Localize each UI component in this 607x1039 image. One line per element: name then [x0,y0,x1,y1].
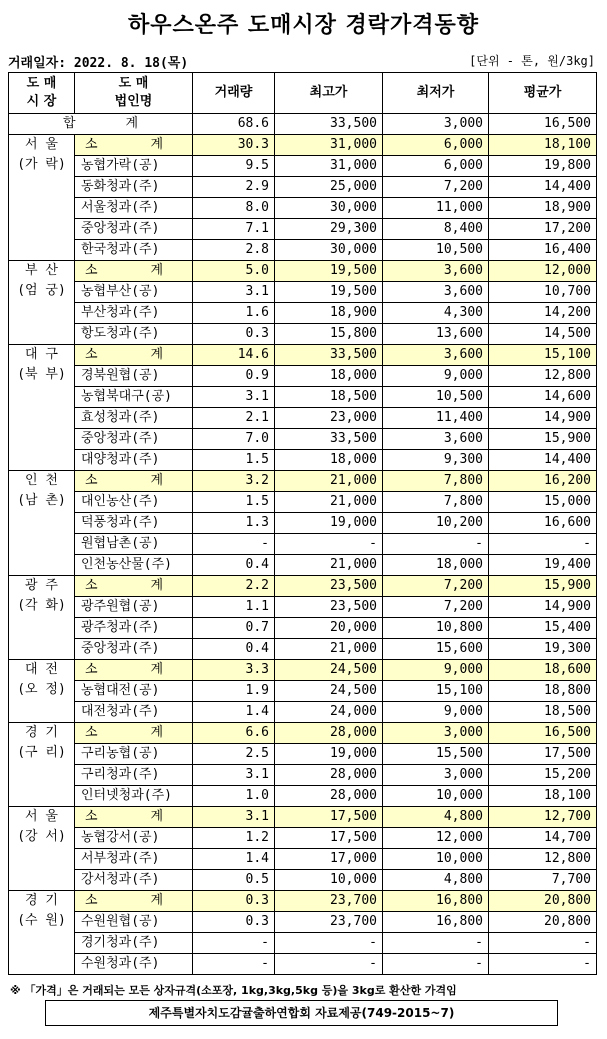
trade-date: 거래일자: 2022. 8. 18(목) [8,56,189,71]
subtotal-label-end: 계 [150,662,163,677]
cell-volume: 2.8 [193,240,275,261]
cell-volume: 3.1 [193,282,275,303]
cell-avg: 15,000 [489,492,597,513]
table-row [9,702,597,723]
corp-name: 원협남촌(공) [75,534,193,555]
cell-avg: 18,500 [489,702,597,723]
corp-name: 대양청과(주) [75,450,193,471]
corp-name [75,471,193,492]
cell-min: - [383,534,489,555]
subtotal-label-end: 계 [150,137,163,152]
cell-avg: 15,100 [489,345,597,366]
cell-max: - [275,933,383,954]
corp-name: 구리청과(주) [75,765,193,786]
table-row [9,597,597,618]
cell-min: 15,100 [383,681,489,702]
table-row [9,639,597,660]
corp-name [75,660,193,681]
footnote: ※ 「가격」은 거래되는 모든 상자규격(소포장, 1kg,3kg,5kg 등)을 3kg로 환산한 가격임 [10,984,457,997]
corp-name: 서울청과(주) [75,198,193,219]
cell-avg: 20,800 [489,912,597,933]
header-market: 도 매 시 장 [9,73,75,114]
cell-avg: 16,500 [489,723,597,744]
corp-name: 수원청과(주) [75,954,193,975]
cell-avg: - [489,534,597,555]
cell-max: 30,000 [275,240,383,261]
subtotal-row [9,345,597,366]
corp-name: 광주원협(공) [75,597,193,618]
total-label-text-end: 계 [125,116,138,131]
market-region: 서 울 (강 서) [9,807,75,891]
cell-volume: 3.3 [193,660,275,681]
cell-avg: 14,900 [489,597,597,618]
total-max: 33,500 [275,114,383,135]
table-row [9,828,597,849]
cell-volume: 1.5 [193,450,275,471]
cell-max: 31,000 [275,156,383,177]
table-row [9,387,597,408]
cell-min: 3,600 [383,261,489,282]
cell-avg: 16,600 [489,513,597,534]
cell-min: 3,600 [383,282,489,303]
cell-max: 18,500 [275,387,383,408]
cell-max: 15,800 [275,324,383,345]
cell-volume: 0.3 [193,912,275,933]
subtotal-row [9,660,597,681]
subtotal-label: 소 [85,809,98,824]
cell-volume: 5.0 [193,261,275,282]
table-row [9,681,597,702]
corp-name [75,261,193,282]
market-region: 대 구 (북 부) [9,345,75,471]
subtotal-label: 소 [85,725,98,740]
cell-avg: 12,800 [489,366,597,387]
cell-max: 30,000 [275,198,383,219]
source-credit: 제주특별자치도감귤출하연합회 자료제공(749-2015~7) [45,1000,558,1026]
total-label-text: 합 [63,116,76,131]
cell-min: 3,000 [383,765,489,786]
cell-min: 16,800 [383,912,489,933]
corp-name: 농협가락(공) [75,156,193,177]
cell-avg: 18,800 [489,681,597,702]
cell-min: 10,500 [383,240,489,261]
cell-volume: 7.1 [193,219,275,240]
page-title: 하우스온주 도매시장 경락가격동향 [127,13,480,38]
corp-name: 강서청과(주) [75,870,193,891]
subtotal-label: 소 [85,137,98,152]
cell-volume: 0.4 [193,555,275,576]
cell-avg: 14,900 [489,408,597,429]
cell-max: - [275,954,383,975]
subtotal-label-end: 계 [150,347,163,362]
cell-avg: 15,200 [489,765,597,786]
subtotal-label-end: 계 [150,725,163,740]
table-row [9,534,597,555]
table-row [9,366,597,387]
cell-max: 19,500 [275,282,383,303]
table-row [9,450,597,471]
cell-avg: 17,500 [489,744,597,765]
cell-volume: 14.6 [193,345,275,366]
cell-volume: 2.1 [193,408,275,429]
cell-min: 7,200 [383,177,489,198]
cell-volume: 1.1 [193,597,275,618]
cell-avg: 14,600 [489,387,597,408]
table-row [9,513,597,534]
unit-label: [단위 - 톤, 원/3kg] [469,54,595,68]
cell-min: 10,500 [383,387,489,408]
cell-max: 21,000 [275,639,383,660]
total-label [9,114,193,135]
cell-max: 33,500 [275,345,383,366]
cell-volume: 3.2 [193,471,275,492]
cell-max: 23,700 [275,891,383,912]
table-row [9,933,597,954]
table-row [9,849,597,870]
cell-max: 19,000 [275,744,383,765]
market-region: 경 기 (구 리) [9,723,75,807]
cell-avg: 15,900 [489,576,597,597]
cell-max: 28,000 [275,723,383,744]
corp-name [75,723,193,744]
cell-volume: 1.9 [193,681,275,702]
subtotal-label: 소 [85,263,98,278]
header-min: 최저가 [383,73,489,114]
total-avg: 16,500 [489,114,597,135]
subtotal-row [9,807,597,828]
cell-avg: 7,700 [489,870,597,891]
cell-max: 24,500 [275,681,383,702]
subtotal-label-end: 계 [150,893,163,908]
corp-name: 경북원협(공) [75,366,193,387]
market-region: 인 천 (남 촌) [9,471,75,576]
cell-min: 15,500 [383,744,489,765]
cell-max: 24,500 [275,660,383,681]
table-row [9,744,597,765]
header-volume: 거래량 [193,73,275,114]
cell-max: 23,700 [275,912,383,933]
cell-volume: 1.3 [193,513,275,534]
cell-avg: 14,200 [489,303,597,324]
cell-max: 17,500 [275,828,383,849]
cell-avg: - [489,933,597,954]
cell-avg: 18,100 [489,786,597,807]
cell-volume: 0.3 [193,324,275,345]
cell-min: 3,000 [383,723,489,744]
cell-avg: 12,800 [489,849,597,870]
cell-volume: 1.4 [193,702,275,723]
cell-min: 3,600 [383,429,489,450]
corp-name: 덕풍청과(주) [75,513,193,534]
subtotal-row [9,576,597,597]
subtotal-row [9,135,597,156]
cell-volume: 2.2 [193,576,275,597]
cell-max: 29,300 [275,219,383,240]
cell-avg: 18,100 [489,135,597,156]
cell-avg: 19,800 [489,156,597,177]
cell-volume: 0.7 [193,618,275,639]
cell-min: 3,600 [383,345,489,366]
corp-name: 농협북대구(공) [75,387,193,408]
cell-min: 10,000 [383,849,489,870]
corp-name: 광주청과(주) [75,618,193,639]
cell-min: - [383,954,489,975]
corp-name: 항도청과(주) [75,324,193,345]
header-max: 최고가 [275,73,383,114]
cell-avg: 14,500 [489,324,597,345]
cell-max: 18,900 [275,303,383,324]
cell-volume: - [193,933,275,954]
corp-name: 동화청과(주) [75,177,193,198]
cell-min: 10,200 [383,513,489,534]
table-row [9,240,597,261]
corp-name: 대인농산(주) [75,492,193,513]
header-corp: 도 매 법인명 [75,73,193,114]
cell-max: 21,000 [275,471,383,492]
total-row [9,114,597,135]
corp-name: 구리농협(공) [75,744,193,765]
cell-volume: 0.3 [193,891,275,912]
cell-min: 9,000 [383,702,489,723]
cell-avg: 18,900 [489,198,597,219]
cell-avg: 16,400 [489,240,597,261]
cell-max: 21,000 [275,555,383,576]
cell-volume: 9.5 [193,156,275,177]
cell-max: 23,500 [275,597,383,618]
cell-avg: 17,200 [489,219,597,240]
market-region: 부 산 (엄 궁) [9,261,75,345]
cell-volume: 2.5 [193,744,275,765]
cell-max: 28,000 [275,765,383,786]
cell-avg: 19,300 [489,639,597,660]
cell-min: 13,600 [383,324,489,345]
subtotal-label: 소 [85,662,98,677]
cell-volume: 0.9 [193,366,275,387]
corp-name: 인터넷청과(주) [75,786,193,807]
corp-name [75,345,193,366]
subtotal-label: 소 [85,578,98,593]
cell-min: 12,000 [383,828,489,849]
table-row [9,912,597,933]
cell-min: 4,800 [383,870,489,891]
cell-max: 25,000 [275,177,383,198]
corp-name: 경기청과(주) [75,933,193,954]
cell-volume: 3.1 [193,387,275,408]
table-row [9,303,597,324]
corp-name [75,135,193,156]
cell-min: 9,000 [383,660,489,681]
subtotal-label: 소 [85,473,98,488]
cell-avg: 19,400 [489,555,597,576]
cell-min: 11,400 [383,408,489,429]
table-row [9,198,597,219]
cell-avg: 15,400 [489,618,597,639]
cell-max: 21,000 [275,492,383,513]
cell-min: - [383,933,489,954]
table-row [9,177,597,198]
cell-volume: 30.3 [193,135,275,156]
cell-min: 15,600 [383,639,489,660]
cell-max: 19,000 [275,513,383,534]
corp-name: 중앙청과(주) [75,429,193,450]
cell-min: 7,200 [383,597,489,618]
cell-min: 4,300 [383,303,489,324]
cell-max: 18,000 [275,450,383,471]
cell-min: 7,800 [383,492,489,513]
cell-max: 33,500 [275,429,383,450]
corp-name: 농협강서(공) [75,828,193,849]
cell-max: 19,500 [275,261,383,282]
corp-name [75,576,193,597]
corp-name: 대전청과(주) [75,702,193,723]
corp-name: 수원원협(공) [75,912,193,933]
table-row [9,156,597,177]
cell-max: 28,000 [275,786,383,807]
cell-volume: 3.1 [193,765,275,786]
cell-volume: 0.4 [193,639,275,660]
subtotal-label-end: 계 [150,578,163,593]
corp-name [75,807,193,828]
table-header-row [9,73,597,114]
cell-max: 31,000 [275,135,383,156]
cell-avg: - [489,954,597,975]
cell-avg: 12,700 [489,807,597,828]
cell-min: 11,000 [383,198,489,219]
cell-max: 23,000 [275,408,383,429]
cell-volume: 0.5 [193,870,275,891]
cell-min: 6,000 [383,156,489,177]
cell-volume: - [193,534,275,555]
corp-name: 농협부산(공) [75,282,193,303]
subtotal-row [9,471,597,492]
table-row [9,954,597,975]
subtotal-label-end: 계 [150,473,163,488]
market-region: 대 전 (오 정) [9,660,75,723]
table-row [9,555,597,576]
cell-max: - [275,534,383,555]
cell-min: 10,800 [383,618,489,639]
cell-avg: 14,400 [489,177,597,198]
corp-name: 효성청과(주) [75,408,193,429]
header-avg: 평균가 [489,73,597,114]
cell-min: 9,300 [383,450,489,471]
corp-name [75,891,193,912]
total-min: 3,000 [383,114,489,135]
table-row [9,282,597,303]
subtotal-label: 소 [85,347,98,362]
subtotal-row [9,891,597,912]
market-region: 광 주 (각 화) [9,576,75,660]
corp-name: 중앙청과(주) [75,639,193,660]
cell-volume: 7.0 [193,429,275,450]
cell-volume: - [193,954,275,975]
cell-max: 17,500 [275,807,383,828]
cell-min: 9,000 [383,366,489,387]
cell-max: 18,000 [275,366,383,387]
cell-max: 24,000 [275,702,383,723]
subtotal-label: 소 [85,893,98,908]
subtotal-row [9,723,597,744]
cell-min: 18,000 [383,555,489,576]
cell-avg: 15,900 [489,429,597,450]
table-row [9,219,597,240]
market-region: 서 울 (가 락) [9,135,75,261]
table-row [9,324,597,345]
cell-avg: 14,700 [489,828,597,849]
table-row [9,870,597,891]
cell-volume: 1.6 [193,303,275,324]
table-row [9,618,597,639]
subtotal-label-end: 계 [150,809,163,824]
table-row [9,492,597,513]
table-row [9,408,597,429]
cell-volume: 1.4 [193,849,275,870]
cell-max: 23,500 [275,576,383,597]
cell-min: 4,800 [383,807,489,828]
cell-min: 7,200 [383,576,489,597]
cell-avg: 12,000 [489,261,597,282]
cell-volume: 2.9 [193,177,275,198]
cell-avg: 16,200 [489,471,597,492]
cell-min: 8,400 [383,219,489,240]
corp-name: 인천농산물(주) [75,555,193,576]
cell-volume: 6.6 [193,723,275,744]
cell-avg: 18,600 [489,660,597,681]
cell-volume: 1.5 [193,492,275,513]
corp-name: 중앙청과(주) [75,219,193,240]
cell-volume: 1.2 [193,828,275,849]
cell-avg: 10,700 [489,282,597,303]
table-row [9,765,597,786]
corp-name: 한국청과(주) [75,240,193,261]
corp-name: 농협대전(공) [75,681,193,702]
total-volume: 68.6 [193,114,275,135]
cell-volume: 8.0 [193,198,275,219]
market-region: 경 기 (수 원) [9,891,75,975]
cell-min: 7,800 [383,471,489,492]
corp-name: 서부청과(주) [75,849,193,870]
corp-name: 부산청과(주) [75,303,193,324]
cell-avg: 20,800 [489,891,597,912]
price-table [8,72,597,975]
cell-max: 10,000 [275,870,383,891]
cell-max: 17,000 [275,849,383,870]
cell-min: 10,000 [383,786,489,807]
table-row [9,786,597,807]
cell-min: 6,000 [383,135,489,156]
cell-min: 16,800 [383,891,489,912]
table-row [9,429,597,450]
subtotal-label-end: 계 [150,263,163,278]
cell-max: 20,000 [275,618,383,639]
cell-avg: 14,400 [489,450,597,471]
cell-volume: 1.0 [193,786,275,807]
subtotal-row [9,261,597,282]
cell-volume: 3.1 [193,807,275,828]
